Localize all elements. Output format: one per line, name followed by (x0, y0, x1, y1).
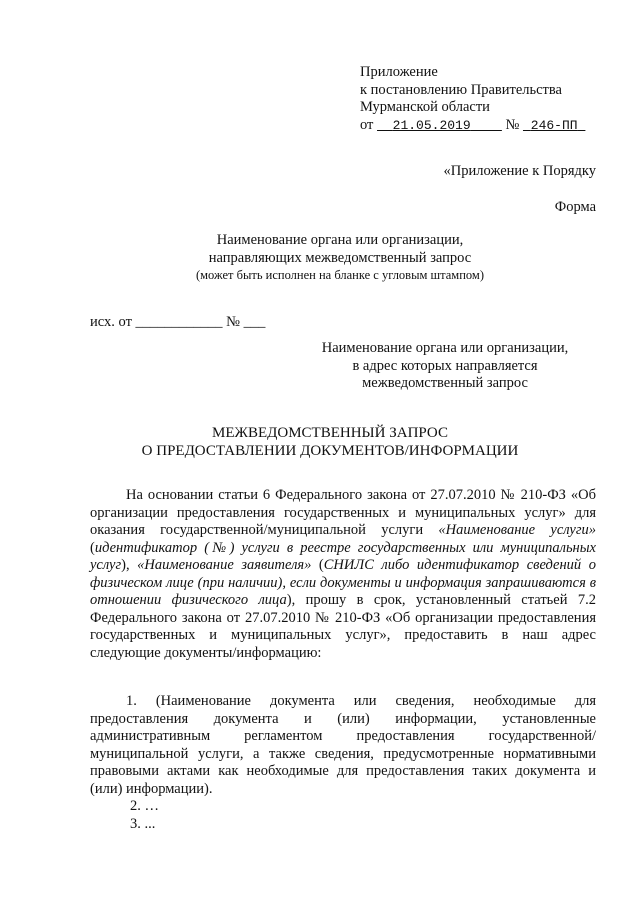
outgoing-reference: исх. от ____________ № ___ (90, 314, 266, 330)
appendix-line-2: к постановлению Правительства (360, 81, 562, 98)
title-line-1: МЕЖВЕДОМСТВЕННЫЙ ЗАПРОС (212, 425, 448, 441)
order-appendix-label: «Приложение к Порядку (443, 163, 596, 179)
recipient-block (300, 340, 590, 393)
resolution-number: 246-ПП (530, 117, 578, 133)
appendix-block (360, 64, 620, 134)
sender-block (150, 232, 530, 285)
sender-line-2: направляющих межведомственный запрос (208, 249, 472, 266)
form-label: Форма (554, 199, 596, 215)
list-item: 3. ... (130, 815, 156, 832)
number-label: № (505, 116, 520, 133)
sender-note: (может быть исполнен на бланке с угловым штампом) (195, 268, 484, 282)
recipient-line-2: в адрес которых направляется (352, 357, 538, 374)
request-paragraph: На основании статьи 6 Федерального закона от 27.07.2010 № 210-ФЗ «Об организации предоставления государственных и муниципальных услуг» для оказания государственной/муниципальной услуги «Наименование услуги» (идентификатор (№) услуги в реестре государственных или муниципальных услуг), «Наименование заявителя» (СНИЛС либо идентификатор сведений о физическом лице (при наличии), если документы и информация запрашиваются в отношении физического лица), прошу в срок, установленный статьей 7.2 Федерального закона от 27.07.2010 № 210-ФЗ «Об организации предоставления государственных и муниципальных услуг», предоставить в наш адрес следующие документы/информацию: (90, 487, 596, 661)
resolution-date: 21.05.2019 (392, 117, 471, 133)
appendix-line-3: Мурманской области (360, 99, 490, 115)
list-item: 2. … (130, 798, 159, 814)
document-title (60, 424, 600, 460)
request-body (90, 487, 596, 662)
recipient-line-1: Наименование органа или организации, (321, 340, 569, 356)
sender-line-1: Наименование органа или организации, (216, 232, 464, 248)
appendix-date-line (360, 117, 620, 135)
list-item: 1. (Наименование документа или сведения, необходимые для предоставления документа и (или) информации, установленные административным регламентом предоставления государственной/муниципальной услуги, а также сведения, предусмотренные нормативными правовыми актами как необходимые для предоставления таких документа и (или) информации). (90, 693, 596, 797)
appendix-line-1: Приложение (360, 64, 438, 80)
title-line-2: О ПРЕДОСТАВЛЕНИИ ДОКУМЕНТОВ/ИНФОРМАЦИИ (141, 443, 519, 459)
recipient-line-3: межведомственный запрос (362, 375, 528, 391)
requested-documents-list (90, 693, 596, 833)
from-label: от (360, 116, 374, 133)
